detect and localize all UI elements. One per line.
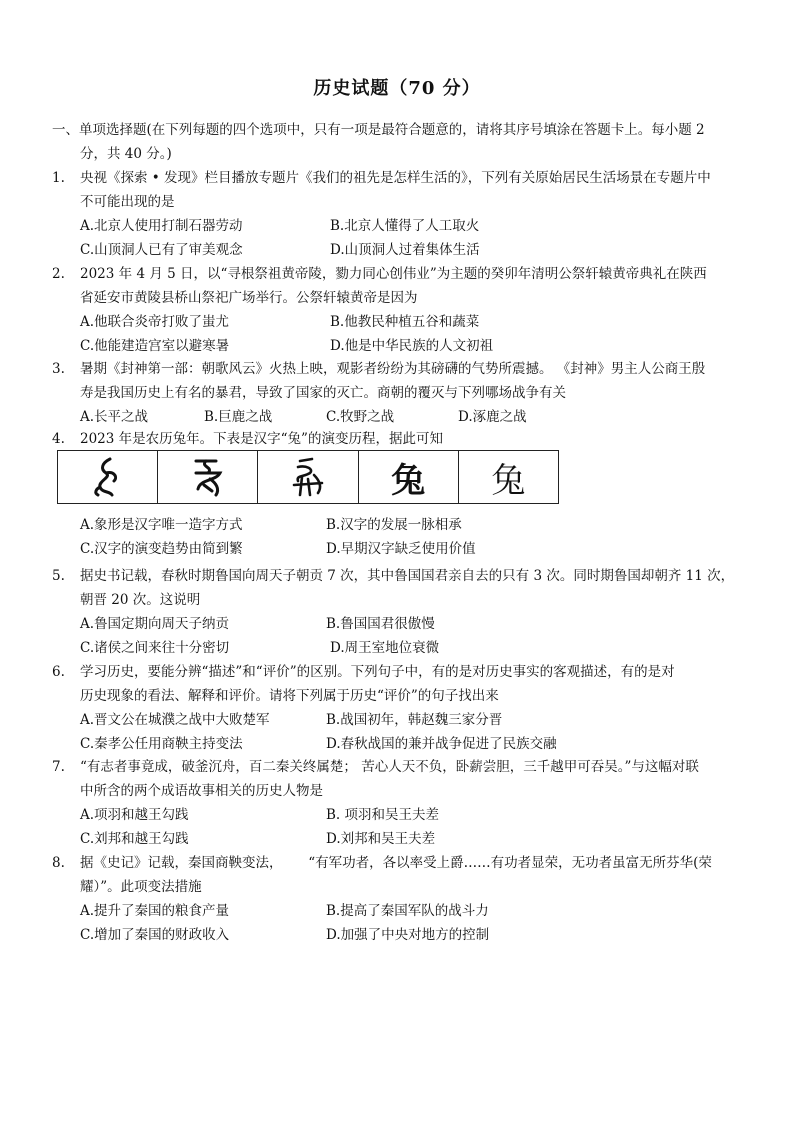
option-b[interactable]: B.巨鹿之战 — [204, 409, 273, 425]
question-1 — [52, 166, 752, 262]
option-c[interactable]: C.秦孝公任用商鞅主持变法 — [80, 736, 243, 752]
question-7 — [52, 755, 752, 851]
question-stem-line-2: 中所含的两个成语故事相关的历史人物是 — [80, 783, 323, 799]
bronze-rabbit-glyph — [186, 455, 230, 499]
option-a[interactable]: A.象形是汉字唯一造字方式 — [80, 517, 243, 533]
hanzi-seal — [258, 451, 358, 503]
option-d[interactable]: D.早期汉字缺乏使用价值 — [326, 541, 476, 557]
question-stem-line-1: 学习历史，要能分辨“描述”和“评价”的区别。下列句子中，有的是对历史事实的客观描述，有的是对 — [80, 664, 675, 680]
section-instructions — [52, 118, 752, 166]
page-title: 历史试题（70 分） — [313, 78, 481, 99]
question-number: 4. — [52, 431, 65, 447]
hanzi-clerical — [359, 451, 459, 503]
option-d[interactable]: D.春秋战国的兼并战争促进了民族交融 — [326, 736, 557, 752]
oracle-bone-rabbit-glyph — [88, 455, 128, 499]
option-c[interactable]: C.诸侯之间来往十分密切 — [80, 640, 230, 656]
question-number: 1. — [52, 170, 65, 186]
hanzi-oracle-bone — [58, 451, 158, 503]
option-c[interactable]: C.刘邦和越王勾践 — [80, 831, 189, 847]
question-options — [80, 612, 752, 660]
option-d[interactable]: D.山顶洞人过着集体生活 — [330, 242, 480, 258]
option-c[interactable]: C.汉字的演变趋势由简到繁 — [80, 541, 243, 557]
option-b[interactable]: B. 项羽和吴王夫差 — [326, 807, 440, 823]
section-line-1: 一、单项选择题(在下列每题的四个选项中，只有一项是最符合题意的，请将其序号填涂在答题卡上。每小题 2 — [52, 122, 705, 138]
question-stem-line-1: 暑期《封神第一部：朝歌风云》火热上映，观影者纷纷为其磅礴的气势所震撼。 《封神》男主人公商王殷 — [80, 361, 706, 377]
option-c[interactable]: C.他能建造宫室以避寒暑 — [80, 338, 230, 354]
hanzi-regular — [459, 451, 558, 503]
question-options — [80, 803, 752, 851]
question-stem-line-2: 耀）”。此项变法措施 — [80, 879, 202, 895]
option-d[interactable]: D.涿鹿之战 — [458, 409, 527, 425]
question-stem-line-1: 2023 年 4 月 5 日，以“寻根祭祖黄帝陵，勠力同心创伟业”为主题的癸卯年清明公祭轩辕黄帝典礼在陕西 — [80, 266, 707, 282]
option-b[interactable]: B.鲁国国君很傲慢 — [326, 616, 435, 632]
option-a[interactable]: A.北京人使用打制石器劳动 — [80, 218, 243, 234]
question-number: 5. — [52, 568, 65, 584]
option-d[interactable]: D.加强了中央对地方的控制 — [326, 927, 490, 943]
option-c[interactable]: C.增加了秦国的财政收入 — [80, 927, 230, 943]
question-options — [80, 708, 752, 756]
option-d[interactable]: D.他是中华民族的人文初祖 — [330, 338, 494, 354]
question-stem-line-2: 历史现象的看法、解释和评价。请将下列属于历史“评价”的句子找出来 — [80, 688, 499, 704]
question-stem-line-2: 朝晋 20 次。这说明 — [80, 592, 201, 608]
question-number: 7. — [52, 759, 65, 775]
question-number: 3. — [52, 361, 65, 377]
option-b[interactable]: B.战国初年，韩赵魏三家分晋 — [326, 712, 503, 728]
regular-rabbit-glyph: 兔 — [491, 460, 526, 501]
option-b[interactable]: B.汉字的发展一脉相承 — [326, 517, 462, 533]
question-3 — [52, 357, 752, 429]
option-c[interactable]: C.牧野之战 — [326, 409, 395, 425]
option-d[interactable]: D.刘邦和吴王夫差 — [326, 831, 436, 847]
question-stem-line-2: 省延安市黄陵县桥山祭祀广场举行。公祭轩辕黄帝是因为 — [80, 290, 418, 306]
hanzi-evolution-table — [57, 450, 559, 504]
question-options — [80, 405, 752, 429]
question-number: 6. — [52, 664, 65, 680]
option-c[interactable]: C.山顶洞人已有了审美观念 — [80, 242, 243, 258]
question-stem-line-1: “有志者事竟成，破釜沉舟，百二秦关终属楚； 苦心人天不负，卧薪尝胆，三千越甲可吞吴。”与这幅对联 — [80, 759, 699, 775]
option-a[interactable]: A.提升了秦国的粮食产量 — [80, 903, 230, 919]
question-stem-line-1: 央视《探索 • 发现》栏目播放专题片《我们的祖先是怎样生活的》，下列有关原始居民生活场景在专题片中 — [80, 170, 711, 186]
question-stem-line-1: 据《史记》记载，秦国商鞅变法， “有军功者，各以率受上爵……有功者显荣，无功者虽富无所芬华(荣 — [80, 855, 712, 871]
question-stem-line-2: 不可能出现的是 — [80, 194, 175, 210]
question-number: 2. — [52, 266, 65, 282]
question-2 — [52, 262, 752, 358]
question-4-options — [52, 513, 752, 561]
hanzi-bronze — [158, 451, 258, 503]
question-stem-line-1: 据史书记载，春秋时期鲁国向周天子朝贡 7 次，其中鲁国国君亲自去的只有 3 次。同时期鲁国却朝齐 11 次， — [80, 568, 735, 584]
question-stem-line-1: 2023 年是农历兔年。下表是汉字“兔”的演变历程，据此可知 — [80, 431, 443, 447]
question-5 — [52, 564, 752, 660]
option-b[interactable]: B.北京人懂得了人工取火 — [330, 218, 480, 234]
section-line-2: 分，共 40 分。) — [80, 146, 172, 162]
question-stem-line-2: 寿是我国历史上有名的暴君，导致了国家的灭亡。商朝的覆灭与下列哪场战争有关 — [80, 385, 566, 401]
option-a[interactable]: A.他联合炎帝打败了蚩尤 — [80, 314, 230, 330]
option-b[interactable]: B.他教民种植五谷和蔬菜 — [330, 314, 480, 330]
question-4 — [52, 427, 752, 451]
option-a[interactable]: A.晋文公在城濮之战中大败楚军 — [80, 712, 270, 728]
question-options — [80, 513, 752, 561]
option-a[interactable]: A.鲁国定期向周天子纳贡 — [80, 616, 230, 632]
option-a[interactable]: A.项羽和越王勾践 — [80, 807, 189, 823]
seal-rabbit-glyph — [286, 455, 330, 499]
question-options — [80, 899, 752, 947]
question-options — [80, 214, 752, 262]
clerical-rabbit-glyph: 兔 — [391, 460, 426, 501]
option-a[interactable]: A.长平之战 — [80, 409, 149, 425]
question-8 — [52, 851, 752, 947]
question-options — [80, 310, 752, 358]
option-b[interactable]: B.提高了秦国军队的战斗力 — [326, 903, 489, 919]
option-d[interactable]: D.周王室地位衰微 — [330, 640, 440, 656]
question-6 — [52, 660, 752, 756]
question-number: 8. — [52, 855, 65, 871]
